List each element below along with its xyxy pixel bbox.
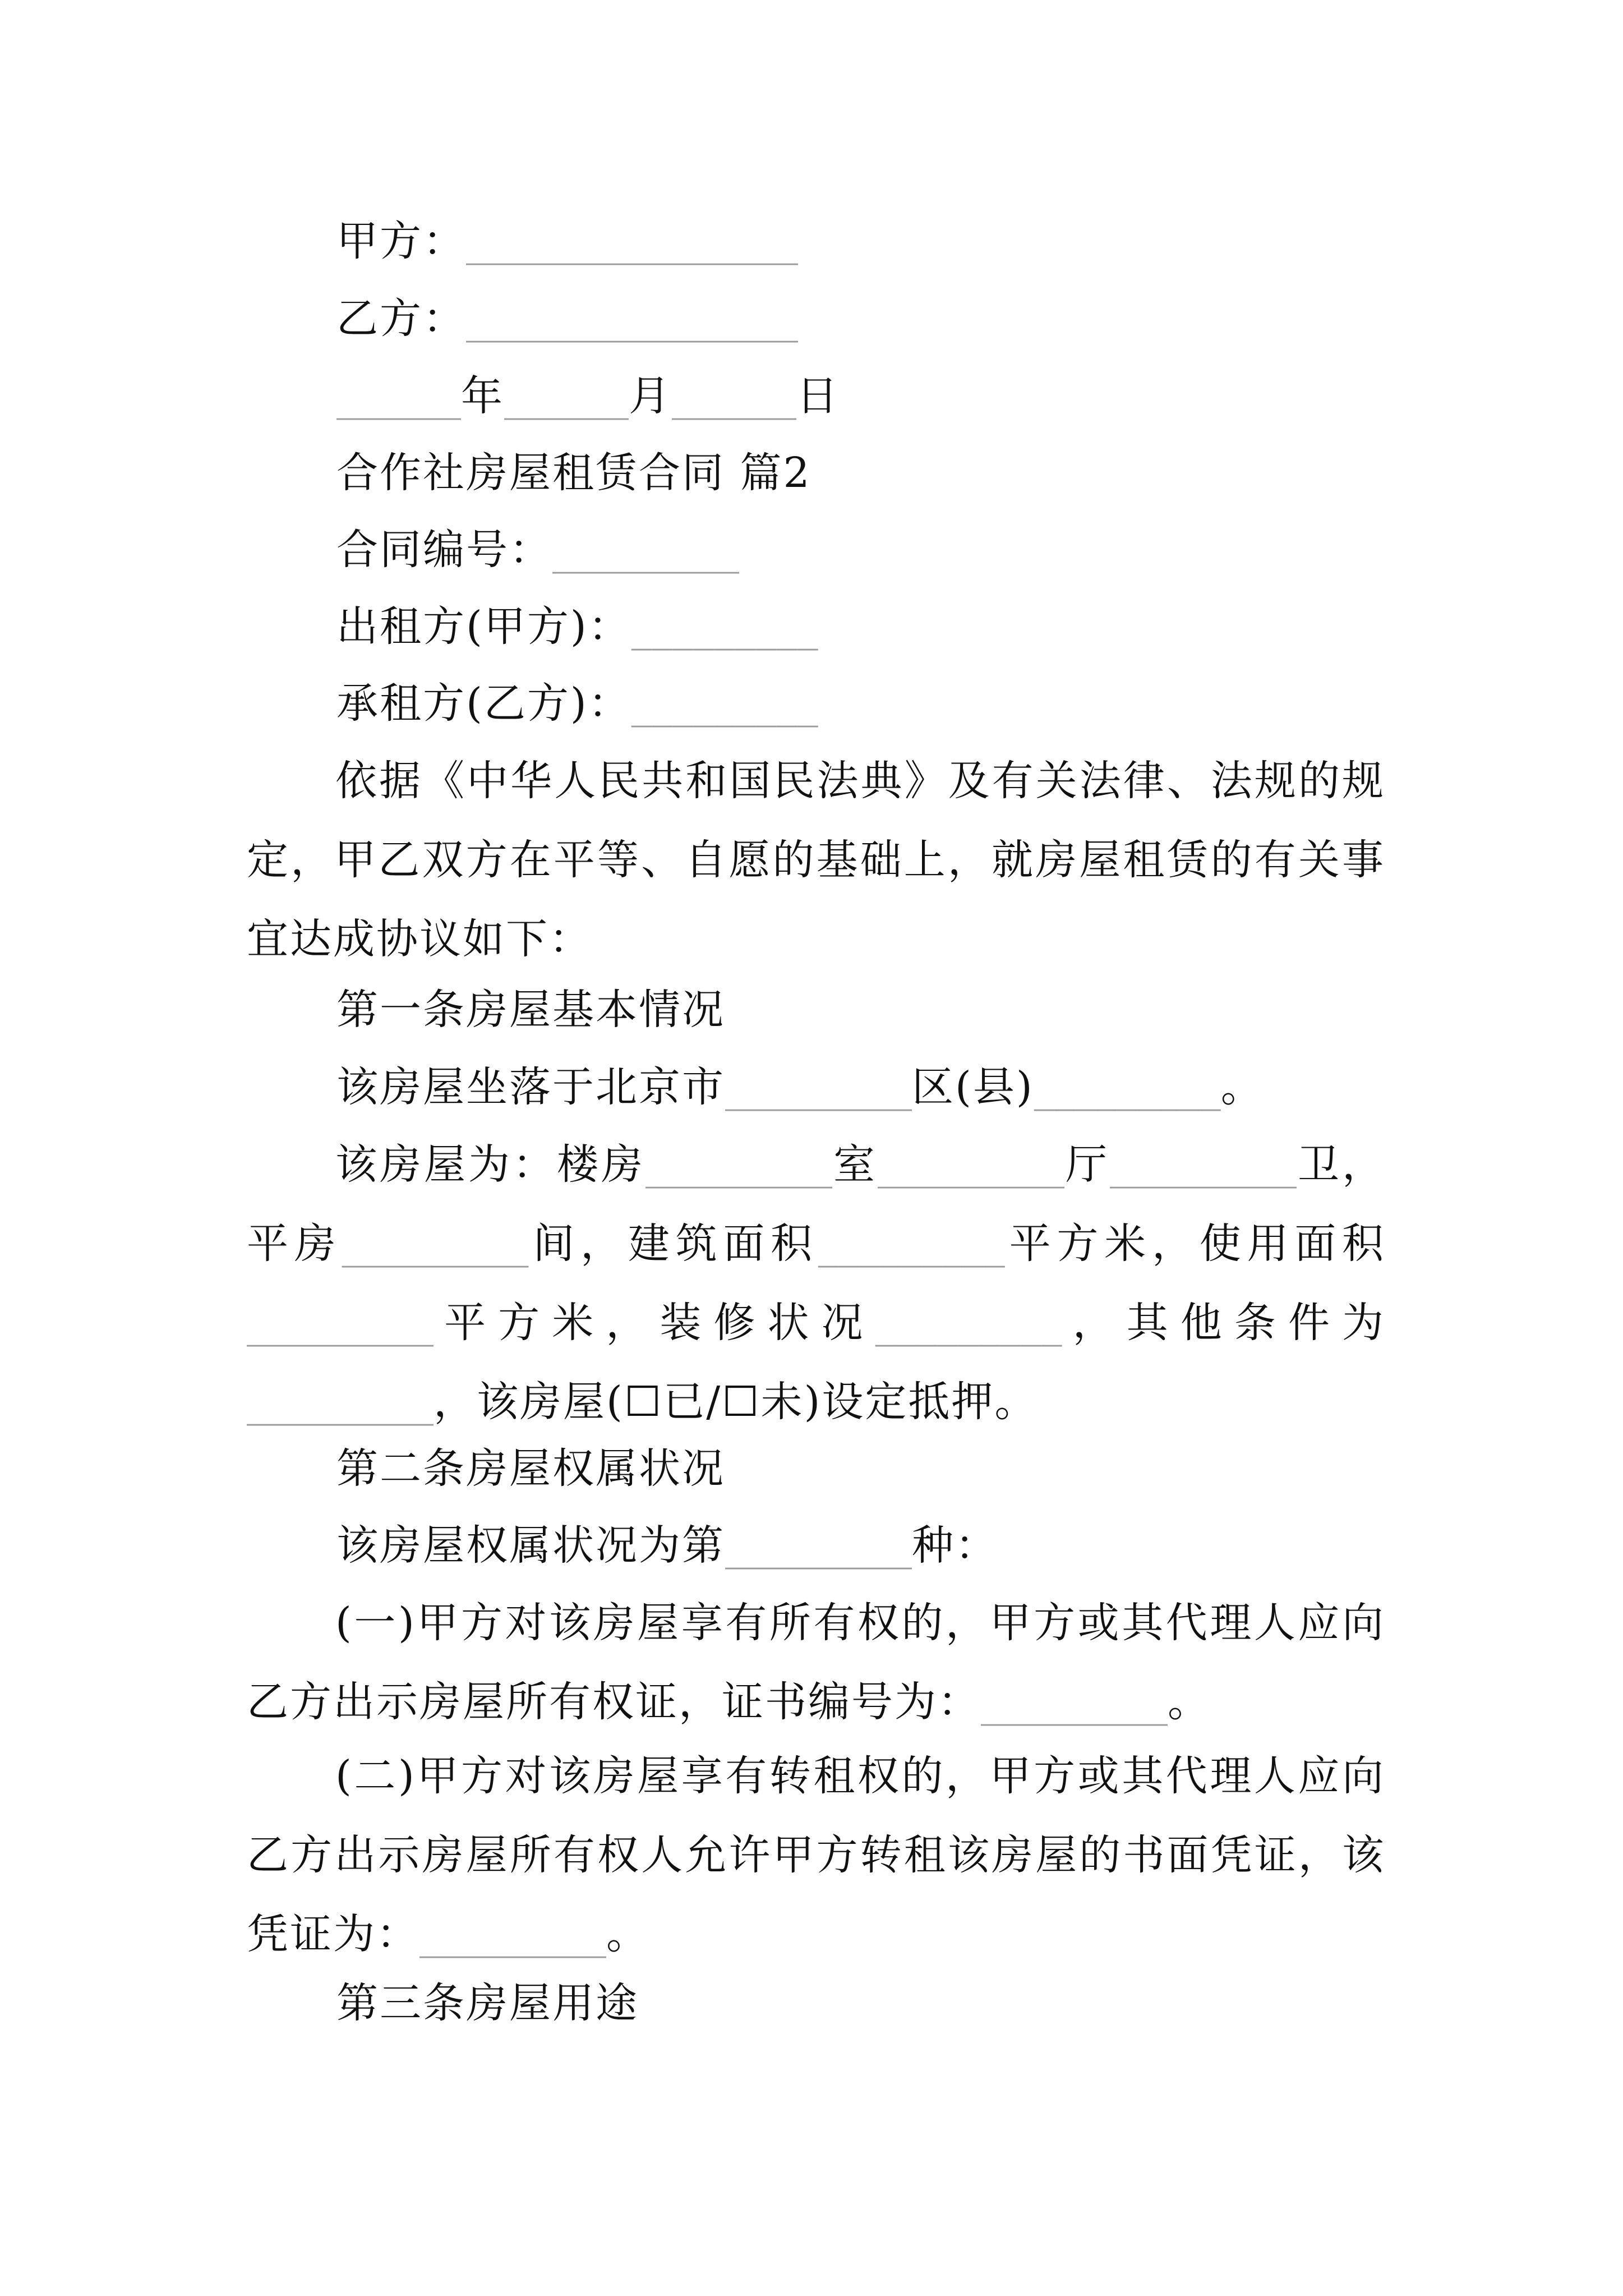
fill-in-blank: _________ — [342, 1220, 529, 1268]
fill-in-blank: _________ — [878, 1140, 1064, 1189]
fill-in-blank: _________ — [981, 1678, 1168, 1726]
party-a-signature-line: 甲方：________________ — [336, 217, 798, 265]
fill-in-blank: _________ — [1110, 1140, 1297, 1189]
lessor-field: 出租方(甲方)：_________ — [336, 602, 818, 651]
intro-paragraph: 依据《中华人民共和国民法典》及有关法律、法规的规定，甲乙双方在平等、自愿的基础上，就房屋租赁的有关事宜达成协议如下： — [247, 757, 1385, 963]
article-2-item-2: (二)甲方对该房屋享有转租权的，甲方或其代理人应向乙方出示房屋所有权人允许甲方转租该房屋的书面凭证，该凭证为：_________。 — [247, 1752, 1385, 1958]
fill-in-blank: _________ — [631, 602, 818, 651]
fill-in-blank: _________ — [419, 1910, 606, 1958]
fill-in-blank: _________ — [247, 1299, 434, 1347]
fill-in-blank: _________ — [818, 1220, 1005, 1268]
fill-in-blank: _________ — [631, 679, 818, 728]
article-1-location: 该房屋坐落于北京市_________区(县)_________。 — [336, 1063, 1264, 1111]
fill-in-blank: _________ — [875, 1299, 1062, 1347]
fill-in-blank: ______ — [504, 372, 629, 420]
article-1-heading: 第一条房屋基本情况 — [336, 986, 725, 1034]
article-2-item-1: (一)甲方对该房屋享有所有权的，甲方或其代理人应向乙方出示房屋所有权证，证书编号为：_________。 — [247, 1599, 1385, 1726]
party-b-signature-line: 乙方：________________ — [336, 295, 798, 343]
fill-in-blank: _________ — [645, 1140, 832, 1189]
article-1-details: 该房屋为：楼房_________室_________厅_________卫，平房_________间，建筑面积_________平方米，使用面积_________平方米，装修状况_________，其他条件为_________，该房屋(☐已/☐未)设定抵押。 — [247, 1140, 1386, 1426]
fill-in-blank: _________ — [725, 1521, 912, 1570]
signature-date-line: ______年______月______日 — [336, 372, 840, 420]
article-2-heading: 第二条房屋权属状况 — [336, 1444, 725, 1493]
fill-in-blank: ________________ — [466, 295, 798, 343]
lessee-field: 承租方(乙方)：_________ — [336, 679, 818, 728]
fill-in-blank: ________________ — [466, 217, 798, 265]
fill-in-blank: _________ — [1034, 1063, 1221, 1111]
fill-in-blank: _________ — [247, 1378, 434, 1426]
fill-in-blank: ______ — [336, 372, 461, 420]
fill-in-blank: ______ — [672, 372, 796, 420]
article-3-heading: 第三条房屋用途 — [336, 1979, 639, 2027]
contract-title: 合作社房屋租赁合同 篇2 — [336, 449, 811, 497]
article-2-type: 该房屋权属状况为第_________种： — [336, 1521, 998, 1570]
contract-number-field: 合同编号：_________ — [336, 526, 739, 574]
fill-in-blank: _________ — [725, 1063, 912, 1111]
fill-in-blank: _________ — [552, 526, 739, 574]
